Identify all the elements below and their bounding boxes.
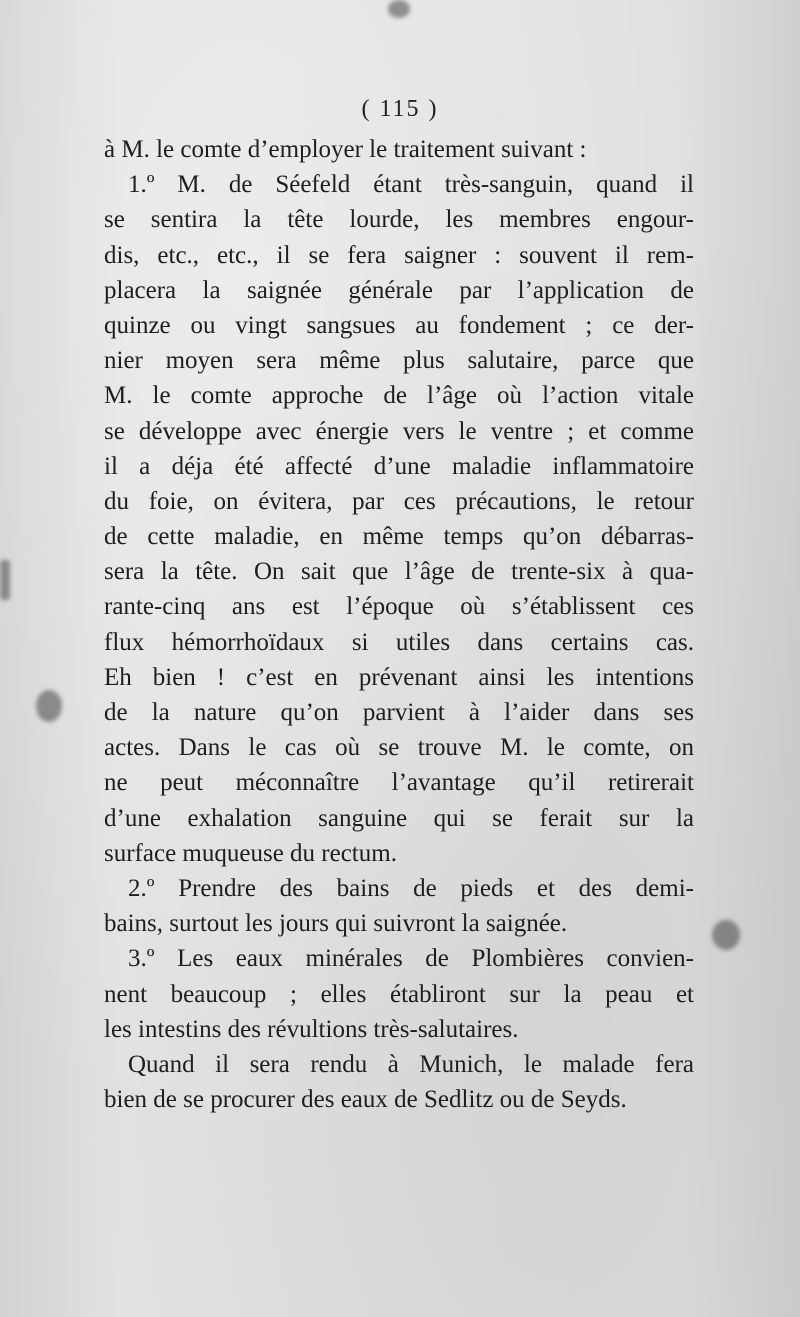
text-line: quinze ou vingt sangsues au fondement ; ce der- [104,311,694,339]
text-line: dis, etc., etc., il se fera saigner : souvent il rem- [104,241,694,269]
text-line: Quand il sera rendu à Munich, le malade fera [128,1050,694,1078]
text-line: bien de se procurer des eaux de Sedlitz ou de Seyds. [104,1086,627,1114]
text-line: nent beaucoup ; elles établiront sur la peau et [104,980,694,1008]
text-line: sera la tête. On sait que l’âge de trente-six à qua- [104,558,694,586]
text-line: placera la saignée générale par l’application de [104,276,694,304]
text-line: surface muqueuse du rectum. [104,839,397,867]
text-line: se sentira la tête lourde, les membres engour- [104,206,694,234]
text-line: de la nature qu’on parvient à l’aider dans ses [104,699,694,726]
text-line: à M. le comte d’employer le traitement suivant : [104,136,587,163]
text-line: flux hémorrhoïdaux si utiles dans certains cas. [104,628,694,656]
text-line: de cette maladie, en même temps qu’on débarras- [104,523,694,551]
text-line: bains, surtout les jours qui suivront la saignée. [104,910,568,938]
ink-speck-edge [0,560,10,600]
text-line: M. le comte approche de l’âge où l’action vitale [104,382,694,410]
text-line: 1.º M. de Séefeld étant très-sanguin, quand il [128,171,694,199]
text-line: ne peut méconnaître l’avantage qu’il retirerait [104,769,694,797]
ink-speck-right [712,920,740,950]
text-line: d’une exhalation sanguine qui se ferait sur la [104,804,694,832]
text-line: 3.º Les eaux minérales de Plombières convien- [128,945,694,973]
text-line: se développe avec énergie vers le ventre ; et comme [104,417,694,445]
text-line: 2.º Prendre des bains de pieds et des demi- [128,874,694,902]
text-line: Eh bien ! c’est en prévenant ainsi les intentions [104,663,694,691]
body-text [104,132,694,1117]
ink-speck-left [36,690,62,722]
text-line: les intestins des révultions très-salutaires. [104,1015,519,1043]
text-line: du foie, on évitera, par ces précautions, le retour [104,487,694,515]
text-line: nier moyen sera même plus salutaire, parce que [104,347,694,375]
ink-speck-top [388,0,410,18]
page-number: ( 115 ) [361,96,439,122]
text-line: rante-cinq ans est l’époque où s’établissent ces [104,593,694,621]
text-line: actes. Dans le cas où se trouve M. le comte, on [104,734,694,762]
text-line: il a déja été affecté d’une maladie inflammatoire [104,452,694,480]
